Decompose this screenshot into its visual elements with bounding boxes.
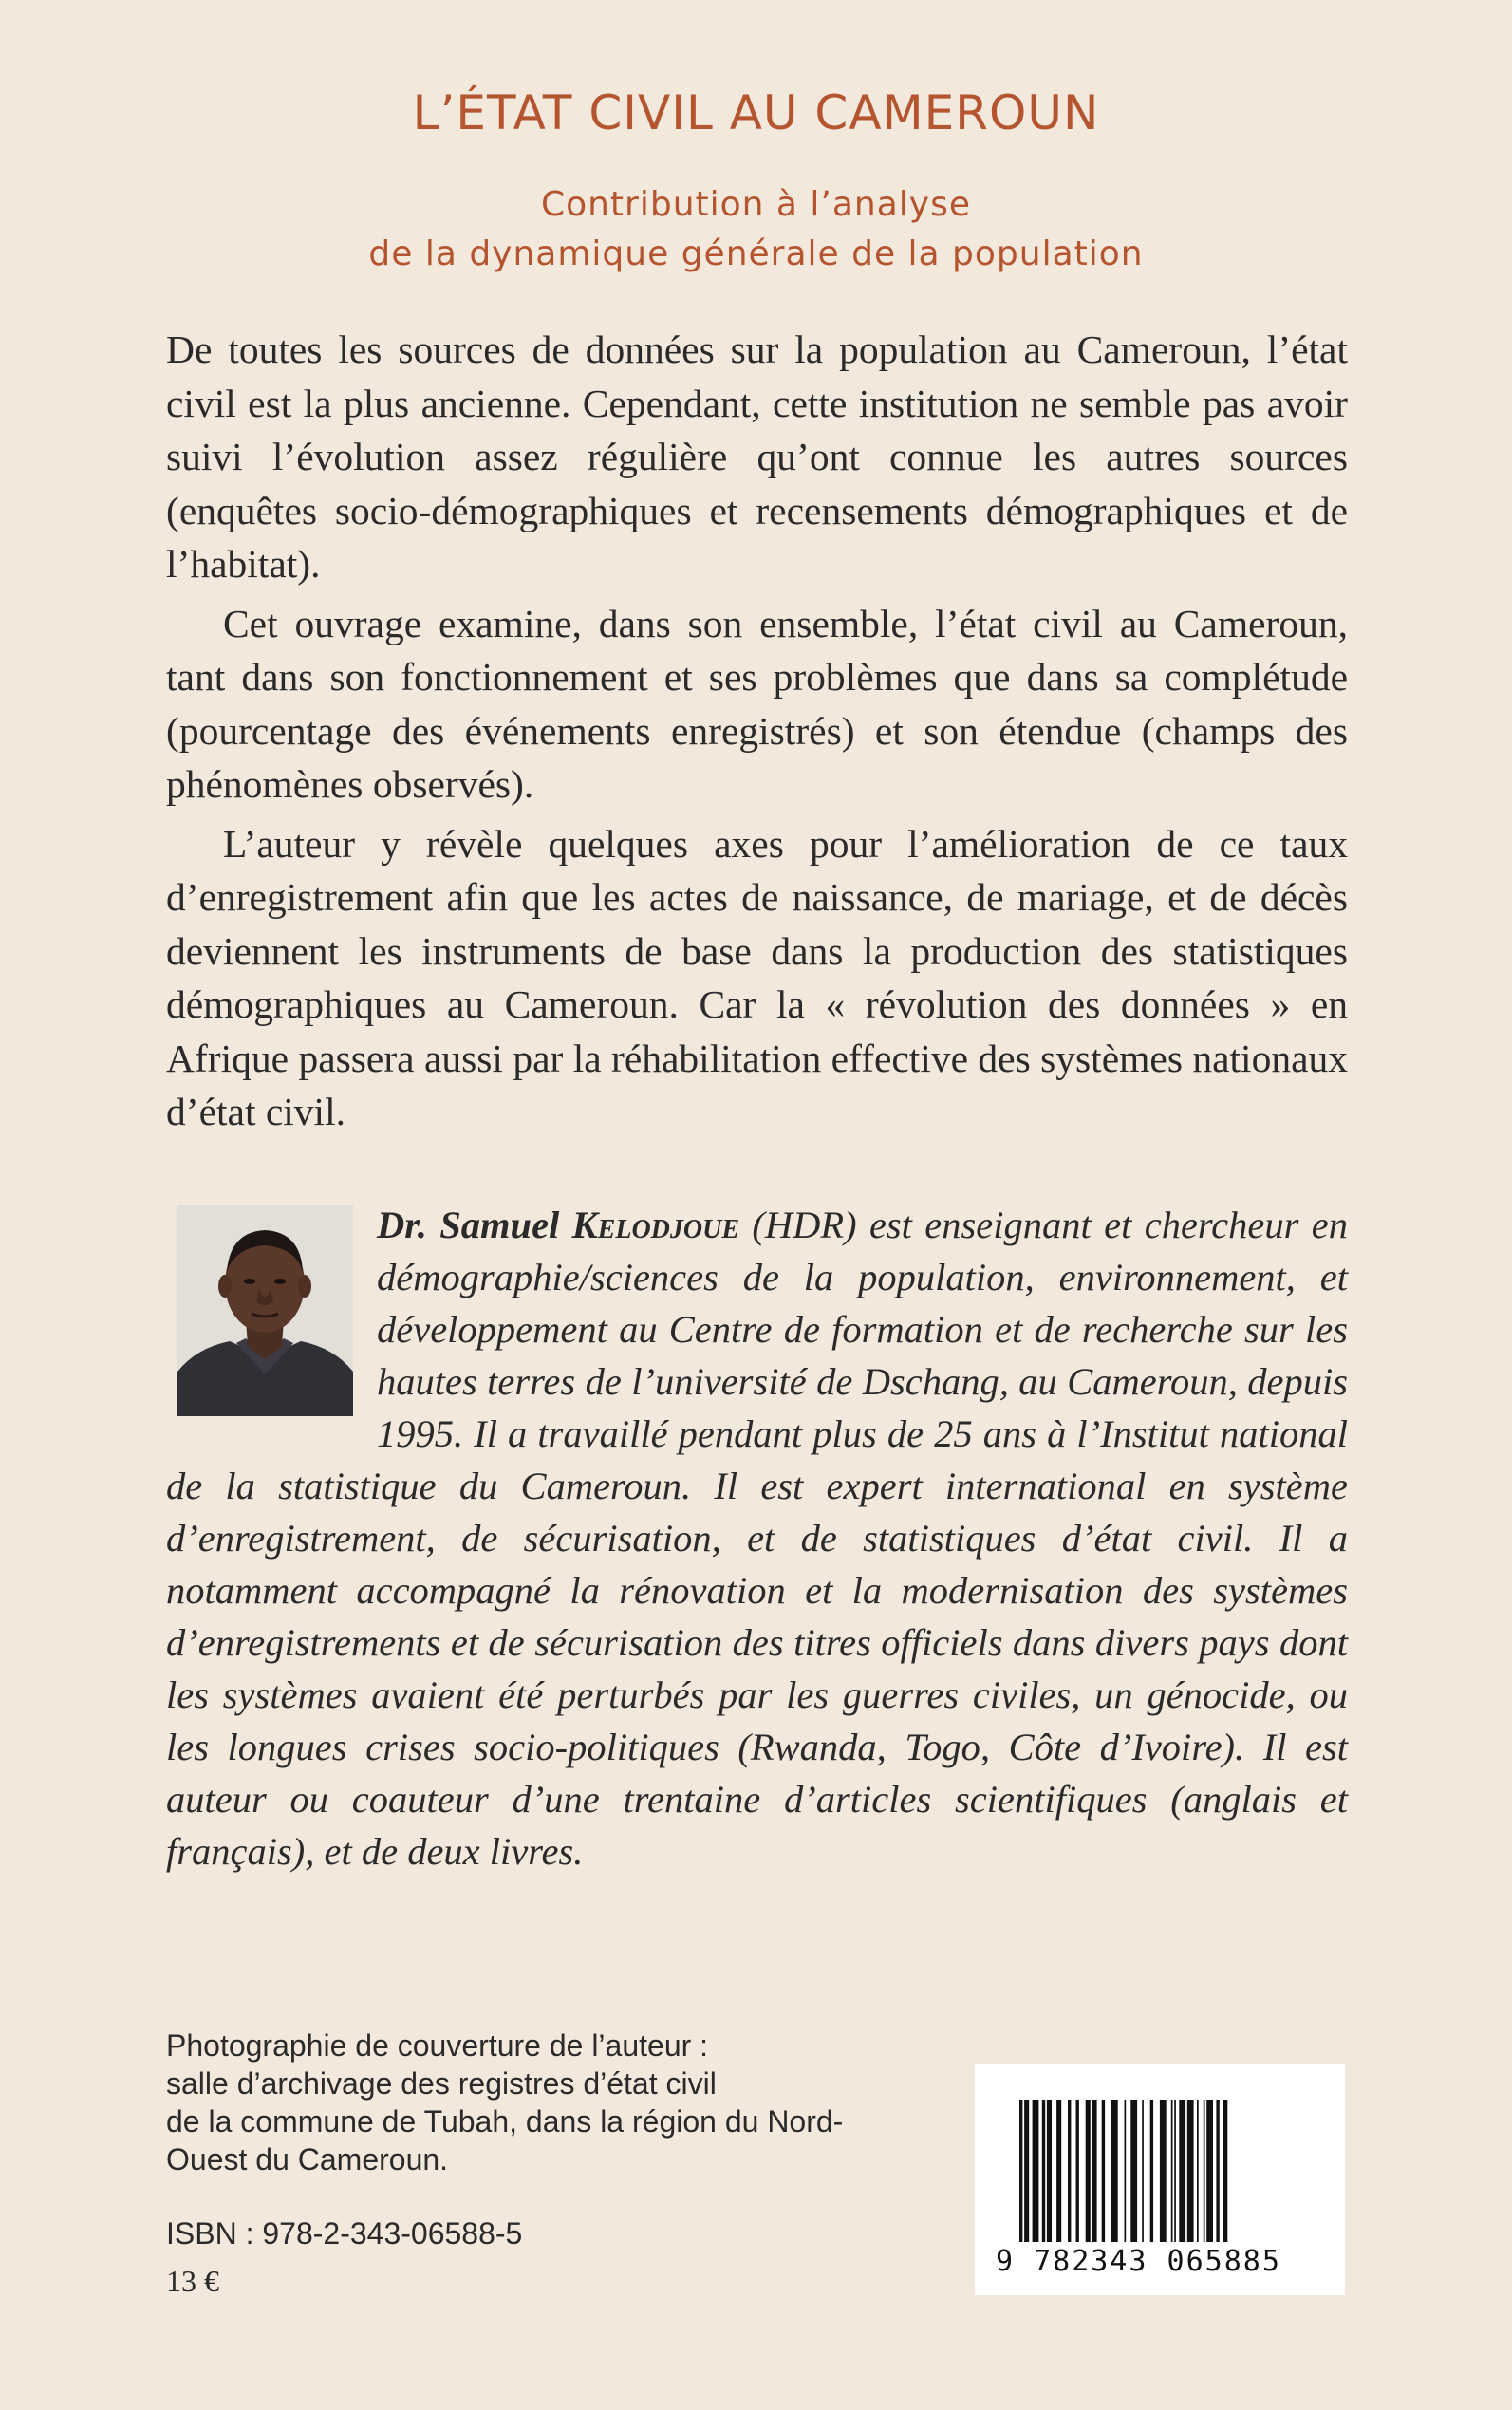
summary-paragraph-2: Cet ouvrage examine, dans son ensemble, l’état civil au Cameroun, tant dans son fonctionnement et ses problèmes que dans sa complétude (pourcentage des événements enregistrés) et son étendue (champs des phénomènes observés).	[166, 601, 1348, 806]
credits-line-3: de la commune de Tubah, dans la région du Nord-	[166, 2104, 844, 2139]
book-subtitle	[0, 180, 1512, 279]
summary-paragraph-3: L’auteur y révèle quelques axes pour l’amélioration de ce taux d’enregistrement afin que les actes de naissance, de mariage, et de décès deviennent les instruments de base dans la production des statistiques démographiques au Cameroun. Car la « révolution des données » en Afrique passera aussi par la réhabilitation effective des systèmes nationaux d’état civil.	[166, 821, 1348, 1133]
barcode-bar	[1068, 2100, 1071, 2242]
barcode-bar	[1223, 2100, 1227, 2242]
barcode-bar	[1206, 2100, 1213, 2242]
barcode-bar	[1047, 2100, 1052, 2242]
barcode-digits: 9 782343 065885	[996, 2245, 1281, 2278]
barcode-bar	[1092, 2100, 1097, 2242]
barcode-bar	[1056, 2100, 1061, 2242]
subtitle-line-2: de la dynamique générale de la population	[368, 234, 1144, 273]
summary-paragraph-1: De toutes les sources de données sur la population au Cameroun, l’état civil est la plus ancienne. Cependant, cette institution ne semble pas avoir suivi l’évolution assez régulière qu’ont connue les autres sources (enquêtes socio-démographiques et recensements démographiques et de l’habitat).	[166, 327, 1348, 586]
barcode-bar	[1102, 2100, 1105, 2242]
barcode-bar	[1130, 2100, 1137, 2242]
barcode-bar	[1150, 2100, 1153, 2242]
barcode	[975, 2064, 1345, 2295]
author-bio	[166, 1199, 1348, 1878]
barcode-bar	[1086, 2100, 1091, 2242]
barcode-icon	[1019, 2100, 1304, 2242]
barcode-bar	[1024, 2100, 1029, 2242]
barcode-bar	[1076, 2100, 1079, 2242]
barcode-bar	[1042, 2100, 1045, 2242]
isbn: ISBN : 978-2-343-06588-5	[166, 2216, 523, 2251]
credits-line-4: Ouest du Cameroun.	[166, 2142, 449, 2176]
author-bio-text: (HDR) est enseignant et chercheur en démographie/sciences de la population, environnement, et développement au Centre de formation et de recherche sur les hautes terres de l’université de Dschang, au Cameroun, depuis 1995. Il a travaillé pendant plus de 25 ans à l’Institut national de la statistique du Cameroun. Il est expert international en système d’enregistrement, de sécurisation, et de statistiques d’état civil. Il a notamment accompagné la rénovation et la modernisation des systèmes d’enregistrements et de sécurisation des titres officiels dans divers pays dont les systèmes avaient été perturbés par les guerres civiles, un génocide, ou les longues crises socio-politiques (Rwanda, Togo, Côte d’Ivoire). Il est auteur ou coauteur d’une trentaine d’articles scientifiques (anglais et français), et de deux livres.	[166, 1204, 1348, 1873]
author-name	[377, 1204, 739, 1246]
barcode-bar	[1171, 2100, 1173, 2242]
barcode-bar	[1033, 2100, 1039, 2242]
barcode-bar	[1142, 2100, 1144, 2242]
book-title: L’ÉTAT CIVIL AU CAMEROUN	[412, 85, 1100, 140]
credits-line-1: Photographie de couverture de l’auteur :	[166, 2028, 709, 2063]
barcode-bar	[1111, 2100, 1118, 2242]
barcode-bar	[1197, 2100, 1199, 2242]
book-summary	[166, 323, 1348, 1145]
photo-credits	[166, 2027, 844, 2178]
barcode-bar	[1216, 2100, 1219, 2242]
subtitle-line-1: Contribution à l’analyse	[540, 185, 972, 224]
barcode-bar	[1160, 2100, 1167, 2242]
author-name-prefix: Dr. Samuel	[377, 1204, 572, 1246]
barcode-bar	[1019, 2100, 1022, 2242]
credits-line-2: salle d’archivage des registres d’état civil	[166, 2066, 717, 2101]
barcode-bar	[1174, 2100, 1176, 2242]
author-surname: Kelodjoue	[571, 1204, 740, 1246]
barcode-bar	[1187, 2100, 1194, 2242]
price: 13 €	[166, 2264, 219, 2298]
author-portrait-icon	[177, 1205, 353, 1416]
barcode-bar	[1125, 2100, 1127, 2242]
author-photo	[177, 1205, 353, 1416]
barcode-bar	[1204, 2100, 1205, 2242]
barcode-bar	[1179, 2100, 1185, 2242]
